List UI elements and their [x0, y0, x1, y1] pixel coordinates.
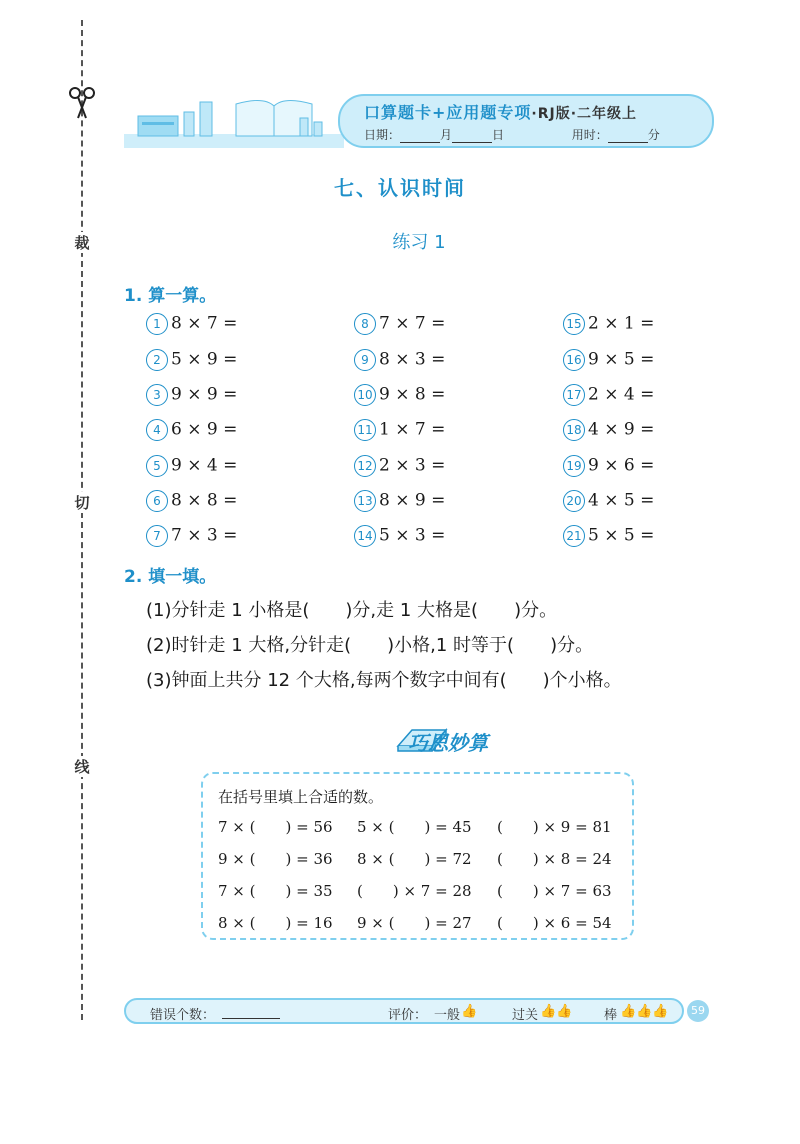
problem-number: 1	[146, 313, 168, 335]
section2-heading: 2. 填一填。	[124, 567, 217, 587]
book-title	[364, 100, 637, 123]
problem-expression: 7 × 3 =	[171, 525, 238, 546]
thumbs-three-icon: 👍👍👍	[620, 1004, 669, 1019]
problem-expression: 9 × 6 =	[588, 455, 655, 476]
day-label: 日	[492, 128, 505, 142]
problem-expression: 4 × 9 =	[588, 419, 655, 440]
equation-4-2[interactable]: 9 × ( ) = 27	[357, 914, 472, 932]
problem-number: 2	[146, 349, 168, 371]
month-blank[interactable]	[400, 130, 440, 143]
problem-expression: 1 × 7 =	[379, 419, 446, 440]
problem-19[interactable]	[563, 455, 654, 477]
problem-3[interactable]	[146, 384, 237, 406]
stationery-illustration	[124, 90, 344, 150]
errors-label: 错误个数：	[150, 1008, 216, 1023]
problem-18[interactable]	[563, 419, 654, 441]
problem-2[interactable]	[146, 349, 237, 371]
problem-number: 7	[146, 525, 168, 547]
day-blank[interactable]	[452, 130, 492, 143]
rating-pass[interactable]: 过关	[512, 1008, 539, 1023]
thumb-icon: 👍	[461, 1004, 478, 1019]
problem-expression: 2 × 3 =	[379, 455, 446, 476]
equation-2-3[interactable]: ( ) × 8 = 24	[497, 850, 612, 868]
errors-blank[interactable]	[222, 1006, 280, 1019]
problem-expression: 5 × 3 =	[379, 525, 446, 546]
problem-number: 20	[563, 490, 585, 512]
section1-heading: 1. 算一算。	[124, 286, 217, 306]
equation-4-3[interactable]: ( ) × 6 = 54	[497, 914, 612, 932]
problem-16[interactable]	[563, 349, 654, 371]
equation-3-2[interactable]: ( ) × 7 = 28	[357, 882, 472, 900]
problem-1[interactable]	[146, 313, 237, 335]
problem-expression: 2 × 1 =	[588, 313, 655, 334]
page-header	[124, 90, 714, 150]
problem-7[interactable]	[146, 525, 237, 547]
book-title-text: 口算题卡+应用题专项	[364, 103, 532, 122]
equation-2-1[interactable]: 9 × ( ) = 36	[218, 850, 333, 868]
problem-number: 5	[146, 455, 168, 477]
problem-12[interactable]	[354, 455, 445, 477]
problem-number: 17	[563, 384, 585, 406]
problem-21[interactable]	[563, 525, 654, 547]
problem-number: 18	[563, 419, 585, 441]
date-time-row	[364, 126, 660, 143]
page-number: 59	[687, 1000, 709, 1022]
problem-expression: 2 × 4 =	[588, 384, 655, 405]
problem-4[interactable]	[146, 419, 237, 441]
side-label-xian: 线	[72, 756, 92, 777]
equation-3-1[interactable]: 7 × ( ) = 35	[218, 882, 333, 900]
problem-expression: 5 × 9 =	[171, 349, 238, 370]
problem-number: 4	[146, 419, 168, 441]
problem-15[interactable]	[563, 313, 654, 335]
problem-number: 10	[354, 384, 376, 406]
chapter-title: 七、认识时间	[334, 176, 466, 200]
problem-11[interactable]	[354, 419, 445, 441]
page-footer	[124, 998, 684, 1024]
equation-1-3[interactable]: ( ) × 9 = 81	[497, 818, 612, 836]
brain-teaser-title: 巧思妙算	[408, 731, 488, 755]
problem-number: 3	[146, 384, 168, 406]
problem-13[interactable]	[354, 490, 445, 512]
exercise-title: 练习 1	[392, 232, 446, 253]
time-blank[interactable]	[608, 130, 648, 143]
equation-1-1[interactable]: 7 × ( ) = 56	[218, 818, 333, 836]
side-label-cai: 裁	[72, 232, 92, 253]
problem-number: 9	[354, 349, 376, 371]
minute-label: 分	[647, 128, 660, 142]
problem-number: 16	[563, 349, 585, 371]
equation-1-2[interactable]: 5 × ( ) = 45	[357, 818, 472, 836]
problem-expression: 8 × 8 =	[171, 490, 238, 511]
rating-great[interactable]: 棒	[604, 1008, 618, 1023]
equation-2-2[interactable]: 8 × ( ) = 72	[357, 850, 472, 868]
problem-6[interactable]	[146, 490, 237, 512]
date-label: 日期：	[364, 128, 401, 142]
problem-number: 13	[354, 490, 376, 512]
scissors-icon	[68, 86, 96, 120]
problem-expression: 9 × 4 =	[171, 455, 238, 476]
brain-teaser-instruction: 在括号里填上合适的数。	[218, 788, 384, 806]
problem-14[interactable]	[354, 525, 445, 547]
side-label-qie: 切	[72, 492, 92, 513]
problem-expression: 5 × 5 =	[588, 525, 655, 546]
problem-number: 12	[354, 455, 376, 477]
problem-expression: 6 × 9 =	[171, 419, 238, 440]
problem-number: 19	[563, 455, 585, 477]
problem-expression: 9 × 5 =	[588, 349, 655, 370]
fill-item-2[interactable]: (2)时针走 1 大格,分针走( )小格,1 时等于( )分。	[146, 635, 594, 656]
book-edition: ·RJ版·二年级上	[531, 106, 638, 122]
header-banner	[338, 94, 714, 148]
problem-expression: 8 × 9 =	[379, 490, 446, 511]
problem-number: 14	[354, 525, 376, 547]
cut-line	[81, 20, 83, 1020]
problem-20[interactable]	[563, 490, 654, 512]
problem-5[interactable]	[146, 455, 237, 477]
problem-number: 21	[563, 525, 585, 547]
fill-item-1[interactable]: (1)分针走 1 小格是( )分,走 1 大格是( )分。	[146, 600, 558, 621]
problem-expression: 8 × 3 =	[379, 349, 446, 370]
problem-number: 11	[354, 419, 376, 441]
problem-17[interactable]	[563, 384, 654, 406]
equation-4-1[interactable]: 8 × ( ) = 16	[218, 914, 333, 932]
problem-number: 8	[354, 313, 376, 335]
problem-expression: 8 × 7 =	[171, 313, 238, 334]
thumbs-icon: 👍👍	[540, 1004, 573, 1019]
time-label: 用时：	[571, 128, 608, 142]
problem-expression: 4 × 5 =	[588, 490, 655, 511]
problem-10[interactable]	[354, 384, 445, 406]
problem-expression: 9 × 8 =	[379, 384, 446, 405]
problem-expression: 9 × 9 =	[171, 384, 238, 405]
rating-ok[interactable]: 一般	[434, 1008, 461, 1023]
problem-expression: 7 × 7 =	[379, 313, 446, 334]
month-label: 月	[440, 128, 453, 142]
problem-number: 15	[563, 313, 585, 335]
problem-9[interactable]	[354, 349, 445, 371]
problem-number: 6	[146, 490, 168, 512]
problem-8[interactable]	[354, 313, 445, 335]
equation-3-3[interactable]: ( ) × 7 = 63	[497, 882, 612, 900]
rating-label: 评价：	[388, 1008, 428, 1023]
fill-item-3[interactable]: (3)钟面上共分 12 个大格,每两个数字中间有( )个小格。	[146, 670, 622, 691]
